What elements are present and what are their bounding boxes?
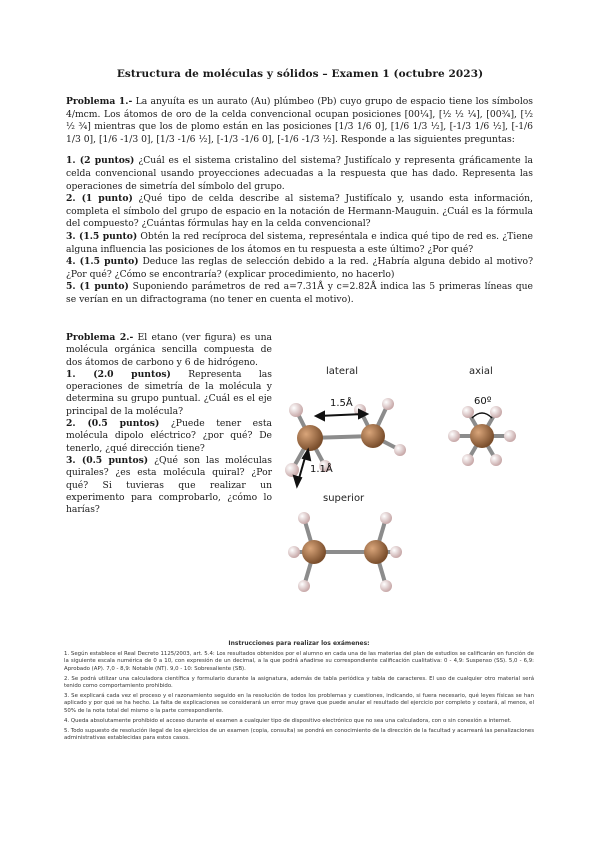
question-text: ¿Cuál es el sistema cristalino del sistema? Justifícalo y representa gráficamente la celda convencional usando proyecciones adecuadas a la respuesta que has dado. Representa las operaciones de simetría del símbolo del grupo.: [66, 155, 534, 192]
question-text: Suponiendo parámetros de red a=7.31Å y c=2.82Å indica las 5 primeras líneas que se verían en un difractograma (no tener en cuenta el motivo).: [66, 281, 533, 305]
problem-1-question: [66, 256, 533, 281]
problem-1-label: Problema 1.-: [66, 96, 133, 107]
question-points: 1. (2 puntos): [66, 155, 135, 167]
instruction-item: 1. Según establece el Real Decreto 1125/2003, art. 5.4: Los resultados obtenidos por el alumno en cada una de las materias del plan de estudios se calificarán en función de la siguiente escala numérica de 0 a 10, con expresión de un decimal, a la que podrá añadirse su correspondiente calificación cualitativa: 0 - 4,9: Suspenso (SS). 5,0 - 6,9: Aprobado (AP). 7,0 - 8,9: Notable (NT). 9,0 - 10: Sobresaliente (SB).: [64, 651, 534, 672]
hydrogen-atom: [390, 546, 402, 558]
problem-2-question: [66, 369, 272, 418]
carbon-atom: [364, 540, 388, 564]
hydrogen-atom: [285, 463, 299, 477]
hydrogen-atom: [504, 430, 516, 442]
question-text: ¿Puede tener esta molécula dipolo eléctrico? ¿por qué? De tenerlo, ¿qué dirección tiene?: [66, 418, 272, 454]
hydrogen-atom: [380, 512, 392, 524]
carbon-atom: [361, 424, 385, 448]
ethane-lateral-view: [270, 380, 420, 490]
carbon-atom: [302, 540, 326, 564]
problem-1-intro: [66, 96, 533, 146]
instructions-title: Instrucciones para realizar los exámenes:: [228, 640, 370, 647]
problem-1-question: [66, 155, 533, 193]
question-points: 2. (0.5 puntos): [66, 418, 160, 430]
problem-2: [66, 332, 272, 516]
question-points: 3. (1.5 punto): [66, 230, 138, 242]
problem-2-question: [66, 418, 272, 455]
carbon-atom: [470, 424, 494, 448]
question-points: 2. (1 punto): [66, 193, 133, 205]
hydrogen-atom: [490, 406, 502, 418]
problem-2-question: [66, 455, 272, 516]
instruction-item: 3. Se explicará cada vez el proceso y el razonamiento seguido en la resolución de todos los problemas y cuestiones, indicando, si fuera necesario, qué leyes físicas se han aplicado y por qué se ha hecho. La falta de explicaciones se considerará un error muy grave que puede anular el resultado del ejercicio por completo y costará, al menos, el 50% de la nota total del mismo o la parte correspondiente.: [64, 693, 534, 714]
hydrogen-atom: [298, 512, 310, 524]
instruction-item: 4. Queda absolutamente prohibido el acceso durante el examen a cualquier tipo de dispositivo electrónico que no sea una calculadora, con o sin conexión a internet.: [64, 717, 512, 724]
hydrogen-atom: [289, 403, 303, 417]
hydrogen-atom: [394, 444, 406, 456]
figure-label-superior: superior: [323, 493, 365, 504]
question-text: Obtén la red recíproca del sistema, represéntala e indica qué tipo de red es. ¿Tiene alguna influencia las posiciones de los átomos en tu respuesta a este último? ¿Por qué?: [66, 230, 533, 255]
angle-arc: [472, 413, 492, 418]
angle-label: 60º: [474, 396, 492, 407]
carbon-atom: [297, 425, 323, 451]
problem-1-question: [66, 193, 533, 231]
hydrogen-atom: [298, 580, 310, 592]
question-points: 3. (0.5 puntos): [66, 454, 149, 466]
ch-bond-length: 1.1Å: [310, 464, 333, 475]
cc-dimension-arrow: [316, 410, 367, 420]
question-points: 1. (2.0 puntos): [66, 368, 171, 380]
figure-label-lateral: lateral: [326, 366, 358, 377]
hydrogen-atom: [288, 546, 300, 558]
question-points: 5. (1 punto): [66, 281, 129, 293]
question-text: Deduce las reglas de selección debido a la red. ¿Habría alguna debido al motivo? ¿Por qué? ¿Cómo se encontraría? (explicar procedimiento, no hacerlo): [66, 256, 534, 280]
problem-1-question: [66, 231, 533, 256]
ethane-superior-view: [276, 502, 416, 602]
problem-1: [66, 96, 533, 307]
question-text: Representa las operaciones de simetría de la molécula y determina su grupo puntual. ¿Cuál es el eje principal de la molécula?: [66, 368, 272, 417]
hydrogen-atom: [382, 398, 394, 410]
hydrogen-atom: [462, 454, 474, 466]
hydrogen-atom: [380, 580, 392, 592]
ethane-axial-view: [434, 378, 534, 478]
instruction-item: 2. Se podrá utilizar una calculadora científica y formulario durante la asignatura, además de tabla periódica y tabla de caracteres. El uso de cualquier otro material será tenido como comportamiento prohibido.: [64, 675, 534, 690]
figure-label-axial: axial: [469, 366, 493, 377]
question-text: ¿Qué tipo de celda describe al sistema? Justifícalo y, usando esta información, completa el símbolo del grupo de espacio en la notación de Hermann-Mauguin. ¿Cuál es la fórmula del compuesto? ¿Cuántas fórmulas hay en la celda convencional?: [66, 193, 533, 230]
problem-1-question: [66, 281, 533, 306]
cc-bond-length: 1.5Å: [330, 398, 353, 409]
page-title: Estructura de moléculas y sólidos – Examen 1 (octubre 2023): [116, 68, 484, 80]
hydrogen-atom: [448, 430, 460, 442]
problem-2-intro: [66, 332, 272, 369]
question-text: ¿Qué son las moléculas quirales? ¿es esta molécula quiral? ¿Por qué? Si tuvieras que realizar un experimento para comprobarlo, ¿cómo lo harías?: [66, 454, 272, 516]
instruction-item: 5. Todo supuesto de resolución ilegal de los ejercicios de un examen (copia, consulta) se pondrá en conocimiento de la dirección de la facultad y acarreará las penalizaciones administrativas establecidas para estos casos.: [64, 728, 534, 742]
hydrogen-atom: [462, 406, 474, 418]
question-points: 4. (1.5 punto): [66, 256, 139, 268]
hydrogen-atom: [490, 454, 502, 466]
problem-2-intro-text: El etano (ver figura) es una molécula orgánica sencilla compuesta de dos átomos de carbono y 6 de hidrógeno.: [66, 332, 272, 368]
problem-2-label: Problema 2.-: [66, 332, 134, 343]
problem-1-intro-text: La anyuíta es un aurato (Au) plúmbeo (Pb) cuyo grupo de espacio tiene los símbolos 4/mcm. Los átomos de oro de la celda convencional ocupan posiciones [00¼], [½ ½ ¼], [00¾], [½ ½ ¾] mientras que los de plomo están en las posiciones [1/3 1/6 0], [1/6 1/3 ½], [-1/3 1/6 ½], [-1/6 1/3 0], [1/6 -1/3 0], [1/3 -1/6 ½], [-1/3 -1/6 0], [-1/6 -1/3 ½]. Responde a las siguientes preguntas:: [66, 96, 534, 145]
instructions: [64, 640, 534, 745]
